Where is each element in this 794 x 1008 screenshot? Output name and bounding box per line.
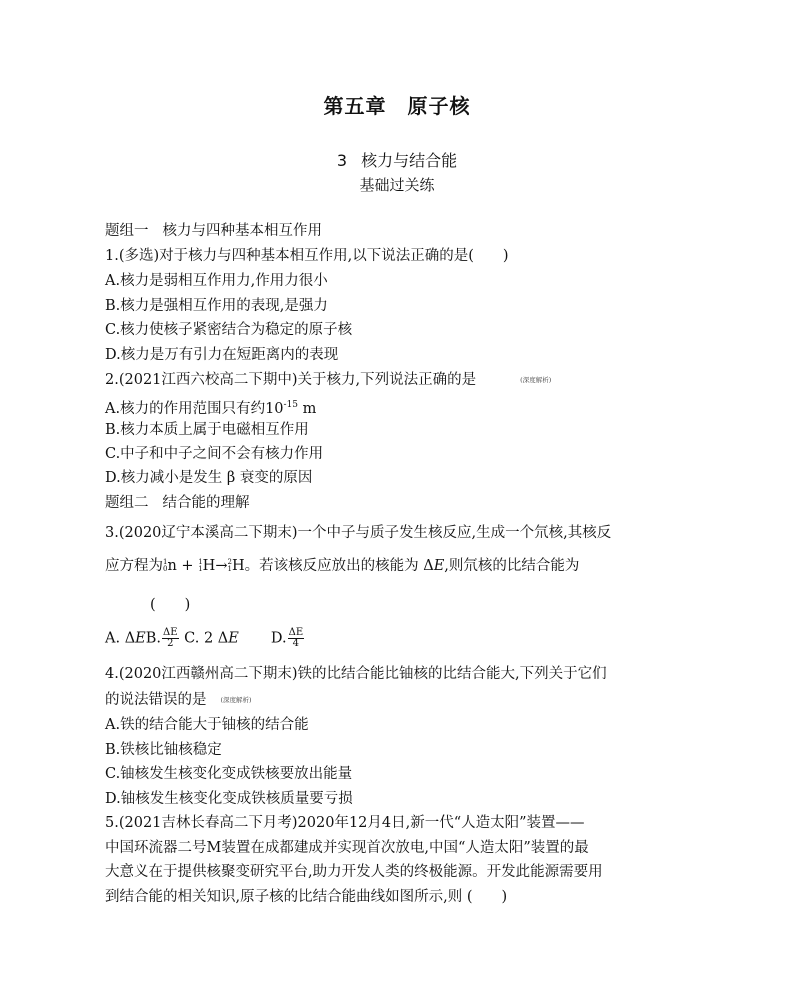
subsection-title: 基础过关练	[359, 176, 435, 194]
question-3-tail: ,则氘核的比结合能为	[444, 558, 580, 574]
question-2-option-b: B.核力本质上属于电磁相互作用	[105, 422, 309, 438]
option-b: B.	[145, 630, 162, 647]
section-heading	[0, 148, 794, 171]
energy-text: 。若该核反应放出的核能为 Δ	[244, 558, 434, 574]
question-4-option-b: B.铁核比铀核稳定	[105, 742, 222, 758]
equation-intro: 应方程为	[105, 558, 163, 574]
question-5-line-4: 到结合能的相关知识,原子核的比结合能曲线如图所示,则 ( )	[105, 889, 508, 905]
question-3-line-1: 3.(2020辽宁本溪高二下期末)一个中子与质子发生核反应,生成一个氘核,其核反	[105, 525, 612, 541]
question-4-option-c: C.铀核发生核变化变成铁核要放出能量	[105, 766, 353, 782]
exponent: -15	[283, 400, 299, 410]
question-2-text: 2.(2021江西六校高二下期中)关于核力,下列说法正确的是	[105, 372, 477, 388]
section-title: 核力与结合能	[361, 151, 458, 170]
option-a: A. Δ	[105, 630, 136, 647]
section-number: 3	[336, 151, 348, 170]
question-1-option-b: B.核力是强相互作用的表现,是强力	[105, 298, 328, 314]
question-5-line-1: 5.(2021吉林长春高二下月考)2020年12月4日,新一代“人造太阳”装置——	[105, 815, 585, 831]
chapter-title: 第五章 原子核	[323, 94, 471, 118]
option-a-text: A.核力的作用范围只有约10	[105, 400, 284, 417]
unit-text: m	[298, 400, 317, 417]
reaction-arrow: →	[215, 558, 228, 574]
group-heading-2	[105, 493, 250, 513]
analysis-tag: (深度解析)	[520, 376, 552, 384]
deuteron-symbol: 2 1 H	[227, 558, 245, 574]
question-3-options	[105, 628, 305, 649]
question-2-option-c: C.中子和中子之间不会有核力作用	[105, 446, 324, 462]
option-c: C. 2 Δ	[179, 630, 229, 647]
fraction-half: $\frac{\Delta E}{2}$	[163, 627, 178, 649]
proton-symbol: 1 1 H	[198, 558, 216, 574]
group-name: 题组一	[105, 223, 149, 239]
question-2-stem	[105, 370, 551, 390]
question-4-option-d: D.铀核发生核变化变成铁核质量要亏损	[105, 791, 353, 807]
question-3-line-2	[105, 556, 579, 576]
question-4-option-a: A.铁的结合能大于铀核的结合能	[105, 717, 309, 733]
question-4-line-1: 4.(2020江西赣州高二下期末)铁的比结合能比铀核的比结合能大,下列关于它们	[105, 666, 607, 682]
energy-symbol: E	[135, 630, 146, 647]
plus-sign: +	[176, 558, 199, 574]
question-1-option-c: C.核力使核子紧密结合为稳定的原子核	[105, 322, 353, 338]
question-4-text: 的说法错误的是	[105, 692, 207, 708]
neutron-symbol: 1 0 n	[163, 558, 177, 574]
energy-symbol: E	[433, 558, 445, 574]
group-name: 题组二	[105, 495, 149, 511]
question-4-line-2	[105, 690, 252, 710]
question-1-option-d: D.核力是万有引力在短距离内的表现	[105, 347, 339, 363]
group-heading-1	[105, 221, 322, 241]
question-2-option-d: D.核力减小是发生 β 衰变的原因	[105, 470, 313, 486]
question-5-line-3: 大意义在于提供核聚变研究平台,助力开发人类的终极能源。开发此能源需要用	[105, 864, 603, 880]
question-1-option-a: A.核力是弱相互作用力,作用力很小	[105, 273, 328, 289]
fraction-quarter: $\frac{\Delta E}{4}$	[288, 627, 304, 649]
question-2-option-a	[105, 395, 316, 419]
answer-paren: ( )	[150, 597, 191, 613]
option-d: D.	[270, 630, 287, 647]
analysis-tag: (深度解析)	[220, 696, 252, 704]
group-title: 核力与四种基本相互作用	[162, 223, 322, 239]
question-1-stem: 1.(多选)对于核力与四种基本相互作用,以下说法正确的是( )	[105, 248, 509, 264]
question-5-line-2: 中国环流器二号M装置在成都建成并实现首次放电,中国“人造太阳”装置的最	[105, 840, 589, 856]
group-title: 结合能的理解	[162, 495, 250, 511]
energy-symbol: E	[228, 630, 239, 647]
